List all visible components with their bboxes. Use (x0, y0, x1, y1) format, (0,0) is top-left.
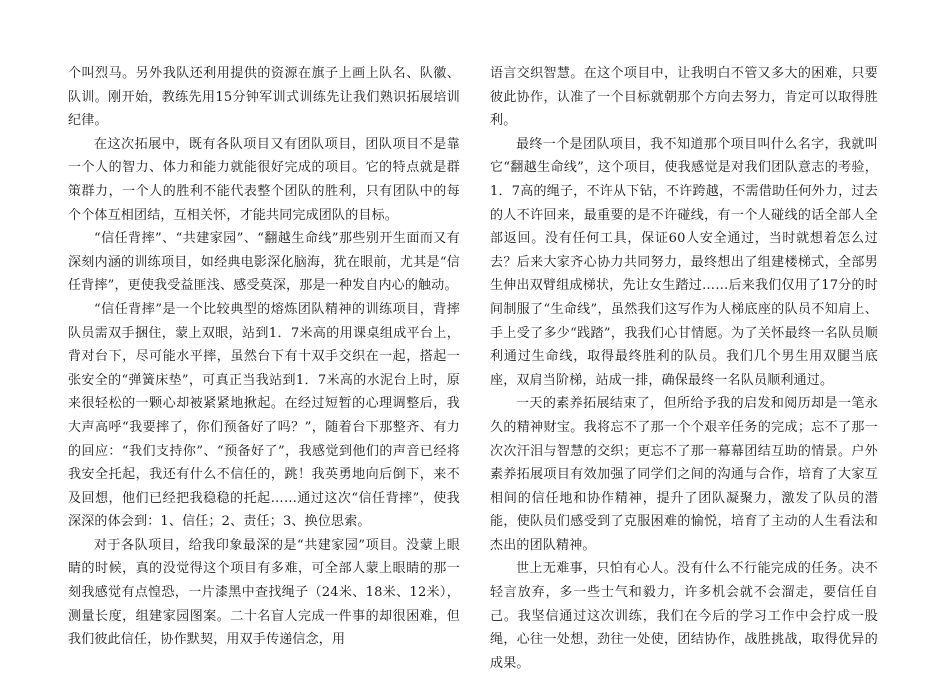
paragraph: 世上无难事，只怕有心人。没有什么不行能完成的任务。决不轻言放弃，多一些士气和毅力，许多机会就不会溜走，要信任自己。我坚信通过这次训练，我们在今后的学习工作中会拧成一股绳，心往一处想，劲往一处使，团结协作，战胜挑战，取得优异的成果。 (490, 561, 878, 671)
right-column (490, 62, 878, 675)
paragraph: “信任背摔”是一个比较典型的熔炼团队精神的训练项目，背摔队员需双手捆住，蒙上双眼，站到1．7米高的用课桌组成平台上，背对台下，尽可能水平摔，虽然台下有十双手交织在一起，搭起一张安全的“弹簧床垫”，可真正当我站到1．7米高的水泥台上时，原来很轻松的一颗心却被紧紧地揪起。在经过短暂的心理调整后，我大声高呼“我要摔了，你们预备好了吗？”，随着台下那整齐、有力的回应：“我们支持你”、“预备好了”，我感觉到他们的声音已经将我安全托起，我还有什么不信任的，跳！我英勇地向后倒下，来不及回想，他们已经把我稳稳的托起……通过这次“信任背摔”，使我深深的体会到：1、信任；2、责任；3、换位思索。 (68, 301, 460, 530)
left-column (68, 62, 460, 652)
paragraph: 个叫烈马。另外我队还利用提供的资源在旗子上画上队名、队徽、队训。刚开始，教练先用15分钟军训式训练先让我们熟识拓展培训纪律。 (68, 66, 460, 129)
paragraph: 最终一个是团队项目，我不知道那个项目叫什么名字，我就叫它“翻越生命线”，这个项目，使我感觉是对我们团队意志的考验，1．7高的绳子，不许从下钻，不许跨越，不需借助任何外力，过去的人不许回来，最重要的是不许碰线，有一个人碰线的话全部人全部返回。没有任何工具，保证60人安全通过，当时就想着怎么过去？后来大家齐心协力共同努力，最终想出了组建楼梯式，全部男生伸出双臂组成梯状，先让女生踏过……后来我们仅用了17分的时间制服了“生命线”，虽然我们这写作为人梯底座的队员不知肩上、手上受了多少“践踏”，我我们心甘情愿。为了关怀最终一名队员顺利通过生命线，取得最终胜利的队员。我们几个男生用双腿当底座，双肩当阶梯，站成一排，确保最终一名队员顺利通过。 (490, 136, 878, 388)
paragraph: 一天的素养拓展结束了，但所给予我的启发和阅历却是一笔永久的精神财宝。我将忘不了那一个个艰辛任务的完成；忘不了那一次次汗泪与智慧的交织；更忘不了那一幕幕团结互助的情景。户外素养拓展项目有效加强了同学们之间的沟通与合作，培育了大家互相间的信任地和协作精神，提升了团队凝聚力，激发了队员的潜能，使队员们感受到了克服困难的愉悦，培育了主动的人生看法和杰出的团队精神。 (490, 396, 878, 553)
paragraph: “信任背摔”、“共建家园”、“翻越生命线”那些别开生面而又有深刻内涵的训练项目，如经典电影深化脑海，犹在眼前，尤其是“信任背摔”，更使我受益匪浅、感受莫深，那是一种发自内心的触动。 (68, 231, 460, 294)
paragraph: 语言交织智慧。在这个项目中，让我明白不管又多大的困难，只要彼此协作，认准了一个目标就朝那个方向去努力，肯定可以取得胜利。 (490, 66, 878, 129)
paragraph: 对于各队项目，给我印象最深的是“共建家园”项目。没蒙上眼睛的时候，真的没觉得这个项目有多难，可全部人蒙上眼睛的那一刻我感觉有点惶恐，一片漆黑中查找绳子（24米、18米、12米），测量长度，组建家园图案。二十名盲人完成一件事的却很困难，但我们彼此信任，协作默契，用双手传递信念，用 (68, 537, 460, 648)
paragraph: 在这次拓展中，既有各队项目又有团队项目，团队项目不是靠一个人的智力、体力和能力就能很好完成的项目。它的特点就是群策群力，一个人的胜利不能代表整个团队的胜利，只有团队中的每个个体互相团结，互相关怀，才能共同完成团队的目标。 (68, 136, 460, 223)
